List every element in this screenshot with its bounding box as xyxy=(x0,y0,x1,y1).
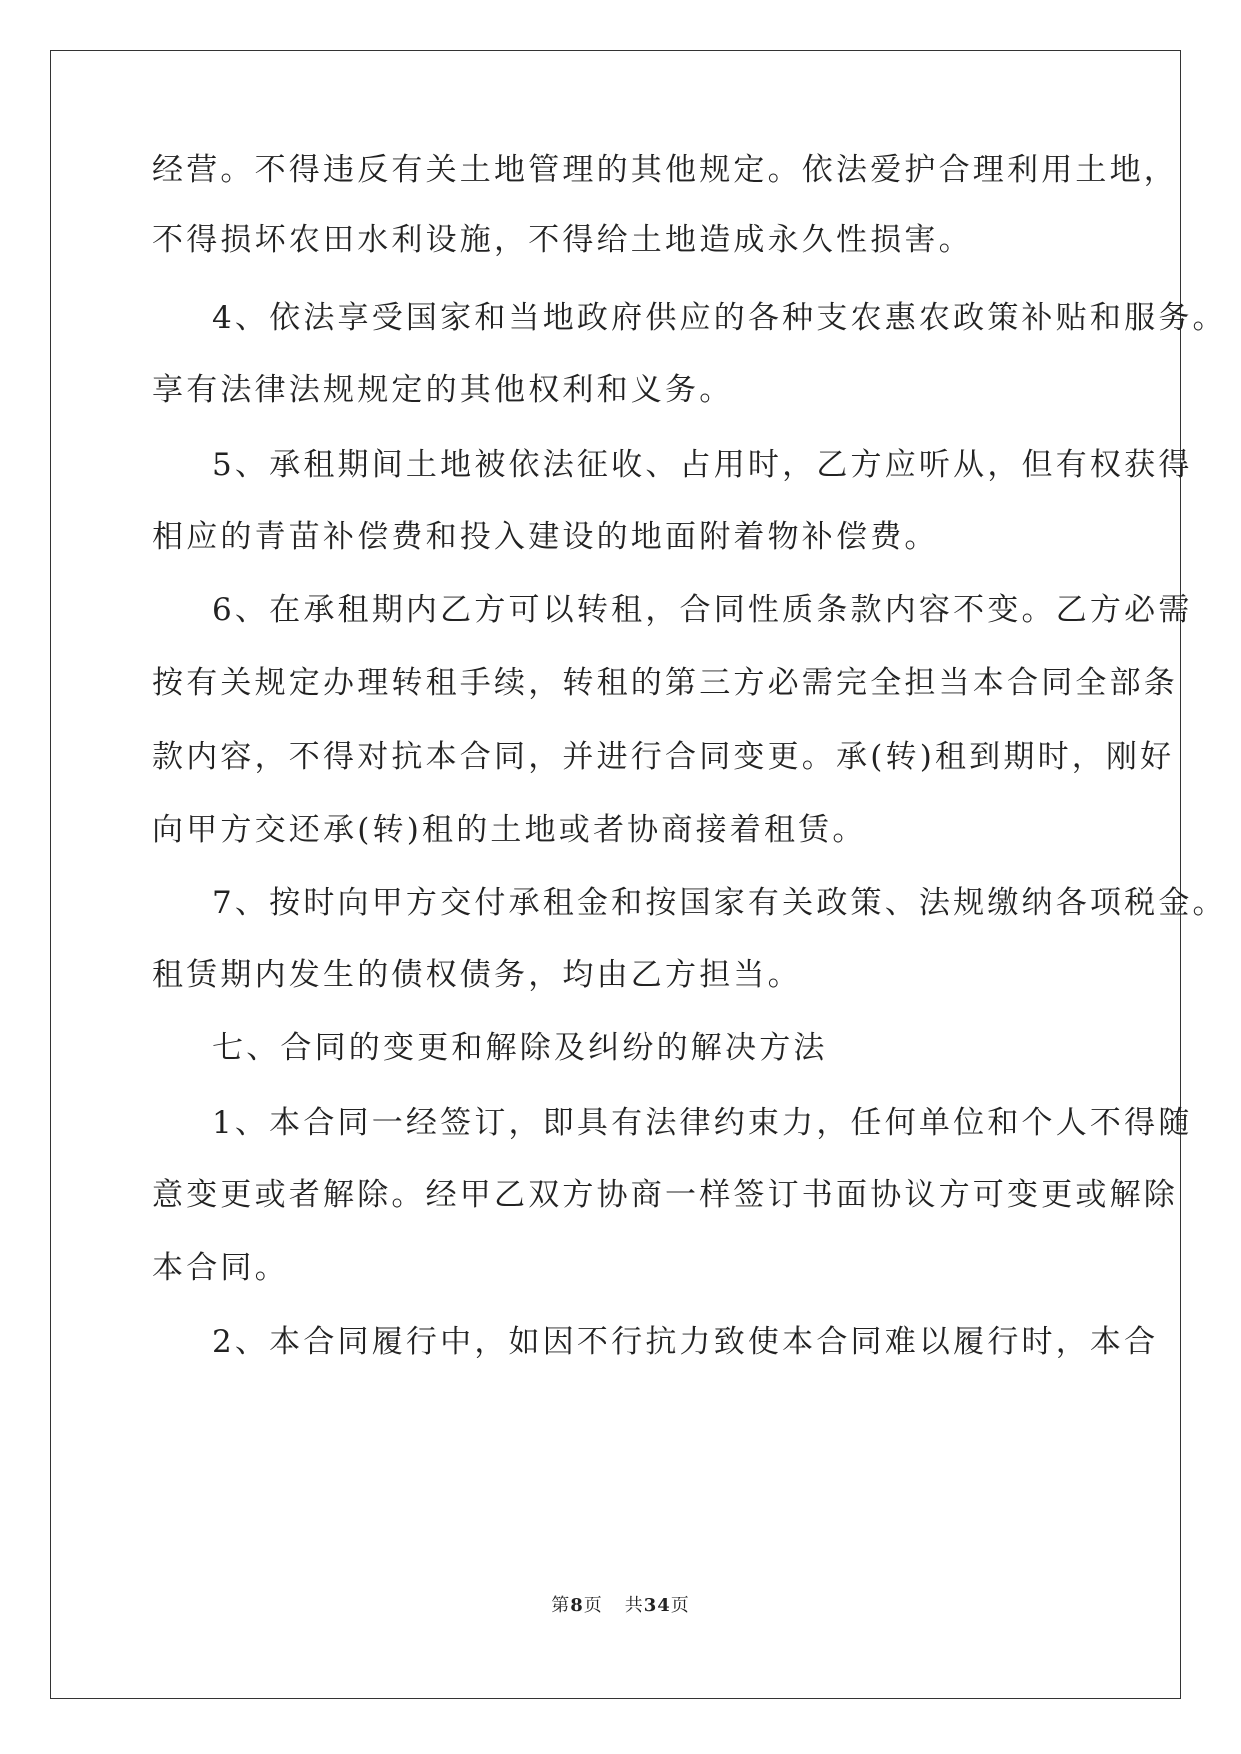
text-line: 意变更或者解除。经甲乙双方协商一样签订书面协议方可变更或解除 xyxy=(152,1177,1178,1213)
footer-total-prefix: 共 xyxy=(624,1595,644,1616)
footer-page-prefix: 第 xyxy=(551,1595,571,1616)
text-line: 租赁期内发生的债权债务，均由乙方担当。 xyxy=(152,957,802,993)
text-line: 6、在承租期内乙方可以转租，合同性质条款内容不变。乙方必需 xyxy=(212,592,1193,628)
text-line: 不得损坏农田水利设施，不得给土地造成永久性损害。 xyxy=(152,222,973,258)
text-line: 本合同。 xyxy=(152,1250,289,1286)
text-line: 7、按时向甲方交付承租金和按国家有关政策、法规缴纳各项税金。 xyxy=(212,885,1227,921)
text-line: 1、本合同一经签订，即具有法律约束力，任何单位和个人不得随 xyxy=(212,1105,1193,1141)
text-line: 按有关规定办理转租手续，转租的第三方必需完全担当本合同全部条 xyxy=(152,665,1178,701)
page-footer xyxy=(0,1591,1241,1617)
section-heading: 七、合同的变更和解除及纠纷的解决方法 xyxy=(212,1030,828,1066)
text-line: 享有法律法规规定的其他权利和义务。 xyxy=(152,372,734,408)
text-line: 2、本合同履行中，如因不行抗力致使本合同难以履行时，本合 xyxy=(212,1324,1159,1360)
text-line: 相应的青苗补偿费和投入建设的地面附着物补偿费。 xyxy=(152,519,939,555)
footer-total-suffix: 页 xyxy=(670,1595,690,1616)
text-line: 向甲方交还承(转)租的土地或者协商接着租赁。 xyxy=(152,812,867,848)
footer-page-suffix: 页 xyxy=(583,1595,603,1616)
text-line: 款内容，不得对抗本合同，并进行合同变更。承(转)租到期时，刚好 xyxy=(152,739,1175,775)
footer-page-number: 8 xyxy=(570,1595,584,1616)
text-line: 经营。不得违反有关土地管理的其他规定。依法爱护合理利用土地， xyxy=(152,152,1178,188)
footer-total-pages: 34 xyxy=(643,1595,671,1616)
text-line: 5、承租期间土地被依法征收、占用时，乙方应听从，但有权获得 xyxy=(212,447,1193,483)
text-line: 4、依法享受国家和当地政府供应的各种支农惠农政策补贴和服务。 xyxy=(212,300,1227,336)
